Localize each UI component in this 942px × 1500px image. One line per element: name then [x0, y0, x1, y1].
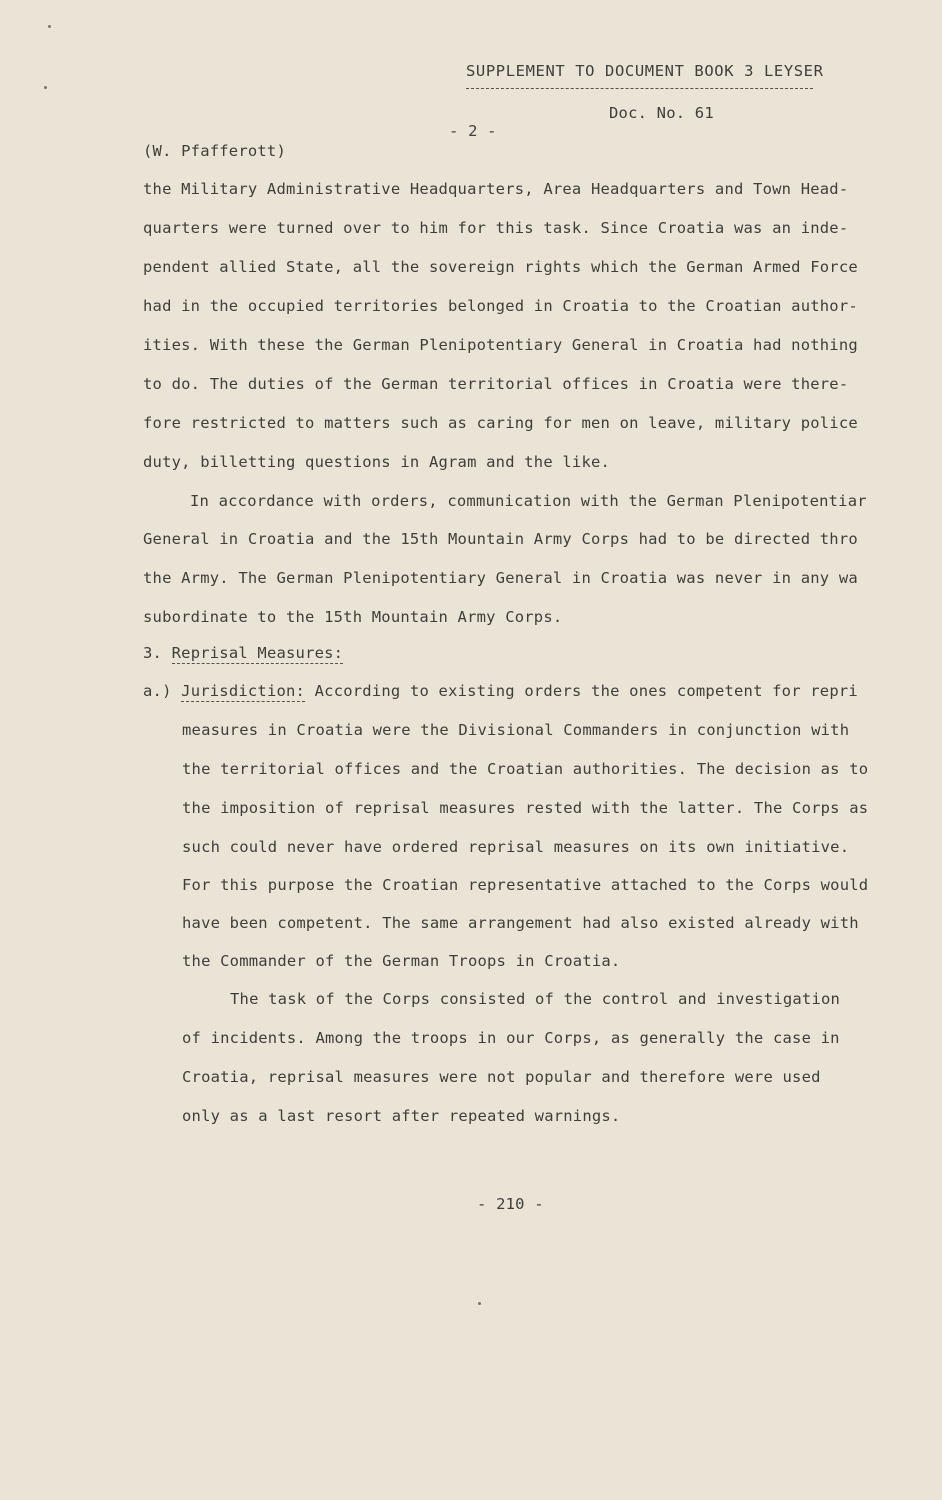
affiant-name: (W. Pfafferott) — [143, 142, 286, 160]
text-line: the imposition of reprisal measures rested with the latter. The Corps as — [182, 799, 869, 817]
text-line: quarters were turned over to him for this task. Since Croatia was an inde- — [143, 219, 849, 237]
paper-speck — [478, 1302, 481, 1305]
subsection-a-first-line — [143, 682, 858, 700]
text-line: had in the occupied territories belonged in Croatia to the Croatian author- — [143, 297, 858, 315]
text-line: the Military Administrative Headquarters, Area Headquarters and Town Head- — [143, 180, 849, 198]
paper-speck — [48, 25, 51, 28]
section-heading — [143, 644, 343, 662]
text-line: According to existing orders the ones competent for repri — [314, 682, 858, 700]
text-line: to do. The duties of the German territorial offices in Croatia were there- — [143, 375, 849, 393]
subsection-label: a.) — [143, 682, 172, 700]
text-line: For this purpose the Croatian representative attached to the Corps would — [182, 876, 869, 894]
text-line: subordinate to the 15th Mountain Army Corps. — [143, 608, 563, 626]
text-line: such could never have ordered reprisal measures on its own initiative. — [182, 838, 850, 856]
text-line: the Army. The German Plenipotentiary General in Croatia was never in any wa — [143, 569, 858, 587]
text-line: Croatia, reprisal measures were not popular and therefore were used — [182, 1068, 821, 1086]
page-marker: - 2 - — [449, 122, 497, 140]
text-line: the territorial offices and the Croatian authorities. The decision as to — [182, 760, 869, 778]
text-line: ities. With these the German Plenipotentiary General in Croatia had nothing — [143, 336, 858, 354]
page-number-footer: - 210 - — [477, 1195, 544, 1213]
document-number: Doc. No. 61 — [609, 104, 714, 122]
text-line: In accordance with orders, communication with the German Plenipotentiar — [190, 492, 867, 510]
text-line: of incidents. Among the troops in our Corps, as generally the case in — [182, 1029, 840, 1047]
text-line: General in Croatia and the 15th Mountain Army Corps had to be directed thro — [143, 530, 858, 548]
section-number: 3. — [143, 644, 163, 662]
text-line: pendent allied State, all the sovereign rights which the German Armed Force — [143, 258, 858, 276]
paper-speck — [44, 86, 47, 89]
text-line: have been competent. The same arrangement had also existed already with — [182, 914, 859, 932]
text-line: duty, billetting questions in Agram and the like. — [143, 453, 611, 471]
header-rule — [466, 88, 813, 89]
text-line: measures in Croatia were the Divisional Commanders in conjunction with — [182, 721, 850, 739]
text-line: The task of the Corps consisted of the control and investigation — [230, 990, 841, 1008]
text-line: only as a last resort after repeated warnings. — [182, 1107, 621, 1125]
section-title: Reprisal Measures: — [171, 644, 344, 662]
supplement-header: SUPPLEMENT TO DOCUMENT BOOK 3 LEYSER — [466, 62, 824, 80]
subsection-heading: Jurisdiction: — [181, 682, 306, 700]
text-line: fore restricted to matters such as caring for men on leave, military police — [143, 414, 858, 432]
text-line: the Commander of the German Troops in Croatia. — [182, 952, 621, 970]
